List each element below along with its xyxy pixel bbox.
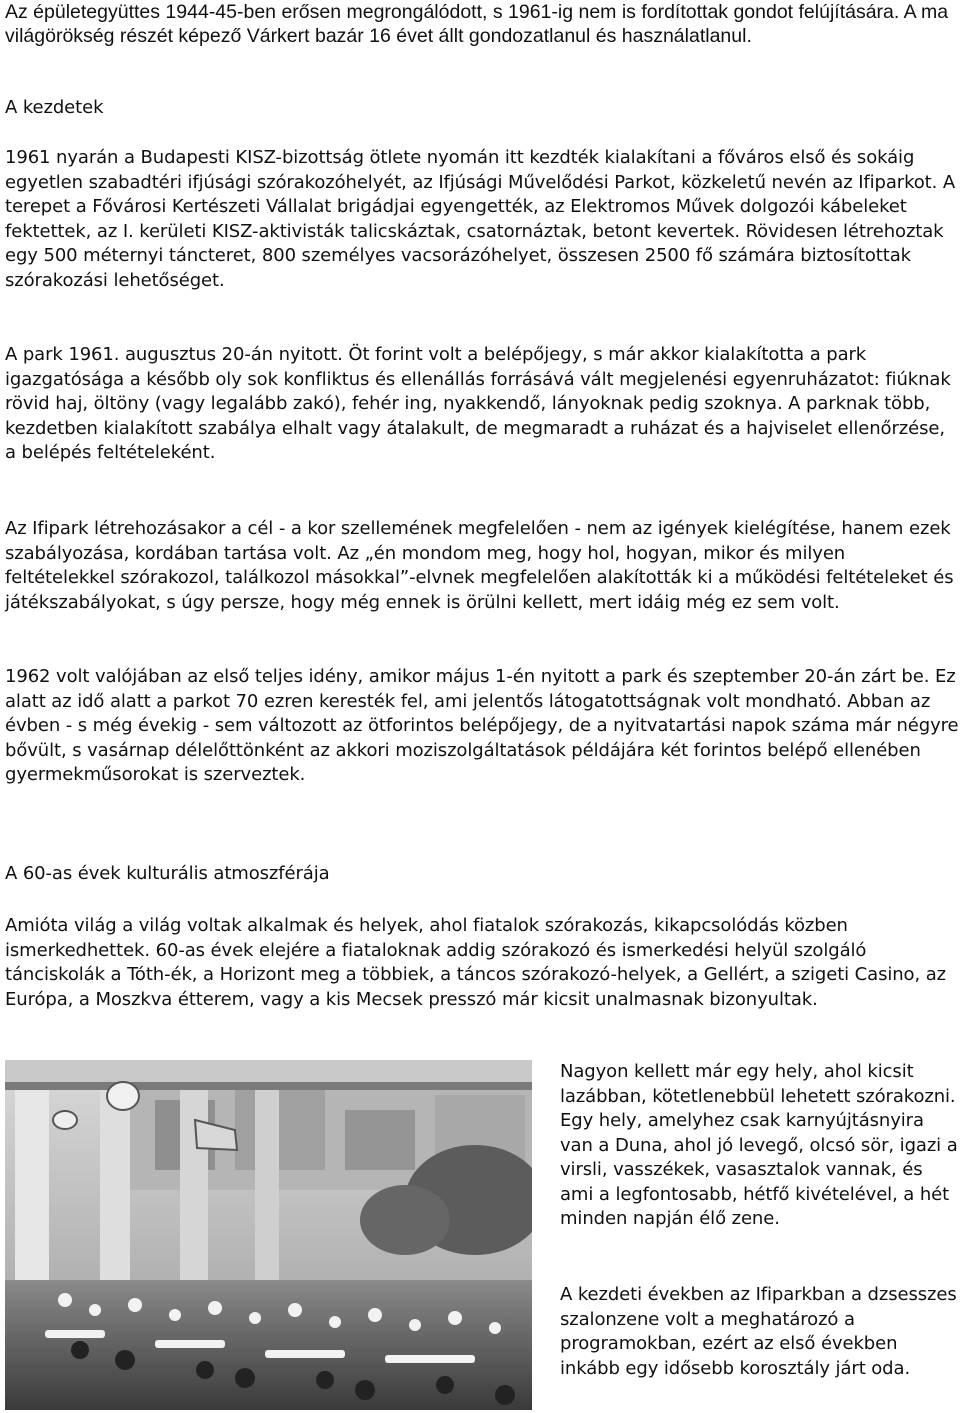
paragraph-amiota: Amióta világ a világ voltak alkalmak és helyek, ahol fiatalok szórakozás, kikapcsolódás közben ismerkedhettek. 60-as évek elejére a fiataloknak addig szórakozó és ismerkedési helyül szolgáló tánciskolák a Tóth-ék, a Horizont meg a többiek, a táncos szórakozó-helyek, a Gellért, a szigeti Casino, az Európa, a Moszkva étterem, vagy a kis Mecsek presszó már kicsit unalmasnak bizonyultak. bbox=[5, 915, 946, 1010]
sidebar-paragraph-2: A kezdeti években az Ifiparkban a dzsesszes szalonzene volt a meghatározó a programokban, ezért az első években inkább egy idősebb korosztály járt oda. bbox=[560, 1284, 957, 1379]
heading-kezdetek: A kezdetek bbox=[5, 97, 104, 118]
paragraph-1962: 1962 volt valójában az első teljes idény, amikor május 1-én nyitott a park és szeptember 20-án zárt be. Ez alatt az idő alatt a parkot 70 ezren keresték fel, ami jelentős látogatottságnak volt mondható. Abban az évben - s még évekig - sem változott az ötforintos belépőjegy, de a nyitvatartási napok száma már négyre bővült, s vasárnap délelőttönként az akkori moziszolgáltatások példájára két forintos belépő ellenében gyermekműsorokat is szerveztek. bbox=[5, 666, 959, 785]
heading-60s: A 60-as évek kulturális atmoszférája bbox=[5, 863, 330, 884]
sidebar-paragraph-1: Nagyon kellett már egy hely, ahol kicsit lazábban, kötetlenebbül lehetett szórakozni. Egy hely, amelyhez csak karnyújtásnyira van a Duna, ahol jó levegő, olcsó sör, igazi a virsli, vasszékek, vasasztalok vannak, és ami a legfontosabb, hétfő kivételével, a hét minden napján élő zene. bbox=[560, 1061, 958, 1229]
paragraph-1961: 1961 nyarán a Budapesti KISZ-bizottság ötlete nyomán itt kezdték kialakítani a főváros első és sokáig egyetlen szabadtéri ifjúsági szórakozóhelyét, az Ifjúsági Művelődési Parkot, közkeletű nevén az Ifiparkot. A terepet a Fővárosi Kertészeti Vállalat brigádjai egyengették, az Elektromos Művek dolgozói kábeleket fektettek, az I. kerületi KISZ-aktivisták talicskáztak, csatornáztak, betont kevertek. Rövidesen létrehoztak egy 500 méternyi táncteret, 800 személyes vacsorázóhelyet, összesen 2500 fő számára biztosítottak szórakozási lehetőséget. bbox=[5, 147, 956, 291]
park-photo-image bbox=[5, 1060, 532, 1410]
paragraph-intro: Az épületegyüttes 1944-45-ben erősen megrongálódott, s 1961-ig nem is fordítottak gondot felújítására. A ma világörökség részét képező Várkert bazár 16 évet állt gondozatlanul és használatlanul. bbox=[5, 1, 949, 47]
paragraph-park-open: A park 1961. augusztus 20-án nyitott. Öt forint volt a belépőjegy, s már akkor kialakította a park igazgatósága a később oly sok konfliktus és ellenállás forrásává vált megjelenési egyenruházatot: fiúknak rövid haj, öltöny (vagy legalább zakó), fehér ing, nyakkendő, lányoknak pedig szoknya. A parknak több, kezdetben kialakított szabálya elhalt vagy átalakult, de megmaradt a ruházat és a hajviselet ellenőrzése, a belépés feltételeként. bbox=[5, 344, 951, 463]
park-photo bbox=[5, 1060, 532, 1410]
paragraph-cel: Az Ifipark létrehozásakor a cél - a kor szellemének megfelelően - nem az igények kielégítése, hanem ezek szabályozása, kordában tartása volt. Az „én mondom meg, hogy hol, hogyan, mikor és milyen feltételekkel szórakozol, találkozol másokkal”-elvnek megfelelően alakították ki a működési feltételeket és játékszabályokat, s úgy persze, hogy még ennek is örülni kellett, mert idáig még ez sem volt. bbox=[5, 518, 954, 613]
